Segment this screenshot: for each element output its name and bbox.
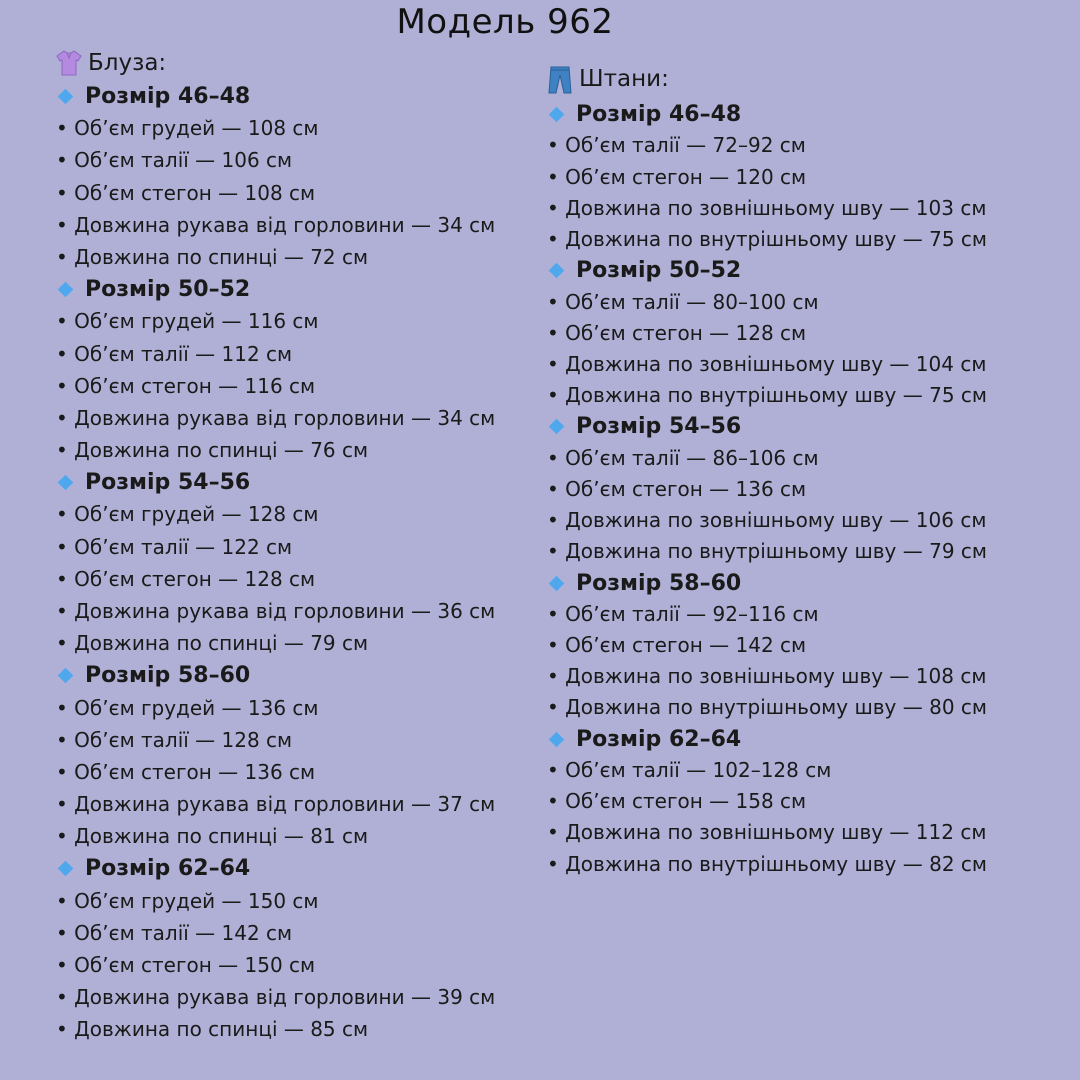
diamond-bullet-icon	[549, 263, 565, 279]
pants-icon	[547, 65, 573, 93]
measurement-item: • Довжина по зовнішньому шву — 108 см	[547, 664, 987, 689]
measurement-item: • Довжина по внутрішньому шву — 82 см	[547, 851, 987, 876]
size-name: Розмір 54–56	[576, 414, 742, 440]
measurement-item: • Об’єм стегон — 158 см	[547, 789, 807, 814]
pants-size-heading	[547, 567, 1067, 598]
measurement-item: • Довжина по зовнішньому шву — 112 см	[547, 820, 987, 845]
measurement-item: • Довжина по спинці — 85 см	[56, 1017, 369, 1042]
size-name: Розмір 58–60	[576, 570, 742, 596]
diamond-bullet-icon	[58, 88, 74, 104]
blouse-size-list	[56, 80, 536, 1046]
size-name: Розмір 46–48	[576, 102, 742, 128]
pants-column	[547, 59, 1067, 880]
pants-heading	[547, 59, 1067, 99]
measurement-item: • Довжина по спинці — 76 см	[56, 438, 369, 463]
measurement-item: • Об’єм грудей — 116 см	[56, 309, 319, 334]
measurement-item: • Об’єм стегон — 150 см	[56, 953, 316, 978]
diamond-bullet-icon	[58, 861, 74, 877]
measurement-item: • Довжина по зовнішньому шву — 106 см	[547, 508, 987, 533]
pants-size-heading	[547, 411, 1067, 442]
measurement-item: • Об’єм талії — 112 см	[56, 341, 293, 366]
measurement-item: • Довжина по зовнішньому шву — 104 см	[547, 351, 987, 376]
size-name: Розмір 46–48	[85, 83, 251, 109]
measurement-item: • Об’єм стегон — 120 см	[547, 164, 807, 189]
blouse-label: Блуза:	[88, 50, 167, 76]
measurement-item: • Об’єм стегон — 136 см	[56, 759, 316, 784]
measurement-item: • Об’єм стегон — 116 см	[56, 373, 316, 398]
size-name: Розмір 62–64	[85, 856, 251, 882]
measurement-item: • Довжина по внутрішньому шву — 79 см	[547, 539, 987, 564]
blouse-size-heading	[56, 80, 536, 112]
measurement-item: • Об’єм талії — 102–128 см	[547, 757, 832, 782]
measurement-item: • Довжина рукава від горловини — 37 см	[56, 792, 496, 817]
diamond-bullet-icon	[58, 281, 74, 297]
measurement-item: • Об’єм талії — 142 см	[56, 920, 293, 945]
measurement-item: • Довжина рукава від горловини — 36 см	[56, 599, 496, 623]
measurement-item: • Довжина рукава від горловини — 39 см	[56, 985, 496, 1010]
measurement-item: • Об’єм стегон — 128 см	[547, 320, 807, 345]
pants-label: Штани:	[579, 66, 669, 92]
measurement-item: • Довжина рукава від горловини — 34 см	[56, 405, 496, 430]
measurement-item: • Довжина по спинці — 72 см	[56, 244, 369, 269]
measurement-item: • Об’єм стегон — 136 см	[547, 476, 807, 501]
measurement-item: • Довжина по спинці — 79 см	[56, 631, 369, 656]
measurement-item: • Об’єм стегон — 128 см	[56, 566, 316, 591]
measurement-item: • Об’єм талії — 86–106 см	[547, 445, 819, 470]
measurement-item: • Довжина по внутрішньому шву — 80 см	[547, 695, 987, 720]
size-name: Розмір 50–52	[576, 258, 742, 284]
pants-size-heading	[547, 255, 1067, 286]
diamond-bullet-icon	[549, 575, 565, 591]
pants-size-heading	[547, 724, 1067, 755]
diamond-bullet-icon	[549, 107, 565, 123]
blouse-icon	[56, 49, 82, 77]
diamond-bullet-icon	[549, 731, 565, 747]
measurement-item: • Довжина по спинці — 81 см	[56, 824, 369, 849]
measurement-item: • Об’єм грудей — 108 см	[56, 116, 319, 141]
size-name: Розмір 54–56	[85, 469, 251, 495]
size-name: Розмір 50–52	[85, 276, 251, 302]
blouse-heading	[56, 46, 536, 80]
size-name: Розмір 58–60	[85, 662, 251, 688]
measurement-item: • Довжина по зовнішньому шву — 103 см	[547, 195, 987, 220]
measurement-item: • Об’єм талії — 122 см	[56, 534, 293, 559]
blouse-size-heading	[56, 659, 536, 691]
page-title: Модель 962	[396, 2, 614, 42]
measurement-item: • Довжина по внутрішньому шву — 75 см	[547, 383, 987, 408]
blouse-size-heading	[56, 466, 536, 498]
diamond-bullet-icon	[549, 419, 565, 435]
measurement-item: • Об’єм талії — 92–116 см	[547, 601, 819, 626]
measurement-item: • Об’єм стегон — 108 см	[56, 180, 316, 205]
pants-size-heading	[547, 99, 1067, 130]
diamond-bullet-icon	[58, 475, 74, 491]
measurement-item: • Об’єм грудей — 136 см	[56, 695, 319, 720]
pants-size-list	[547, 99, 1067, 880]
measurement-item: • Об’єм стегон — 142 см	[547, 633, 807, 657]
blouse-size-heading	[56, 273, 536, 305]
measurement-item: • Об’єм талії — 72–92 см	[547, 133, 806, 158]
blouse-size-heading	[56, 853, 536, 885]
measurement-item: • Об’єм грудей — 150 см	[56, 888, 319, 913]
measurement-item: • Об’єм грудей — 128 см	[56, 502, 319, 527]
measurement-item: • Довжина рукава від горловини — 34 см	[56, 212, 496, 237]
measurement-item: • Довжина по внутрішньому шву — 75 см	[547, 226, 987, 251]
measurement-item: • Об’єм талії — 128 см	[56, 727, 293, 752]
blouse-column	[56, 46, 536, 1046]
measurement-item: • Об’єм талії — 80–100 см	[547, 289, 819, 314]
size-name: Розмір 62–64	[576, 726, 742, 752]
measurement-item: • Об’єм талії — 106 см	[56, 148, 293, 173]
diamond-bullet-icon	[58, 668, 74, 684]
